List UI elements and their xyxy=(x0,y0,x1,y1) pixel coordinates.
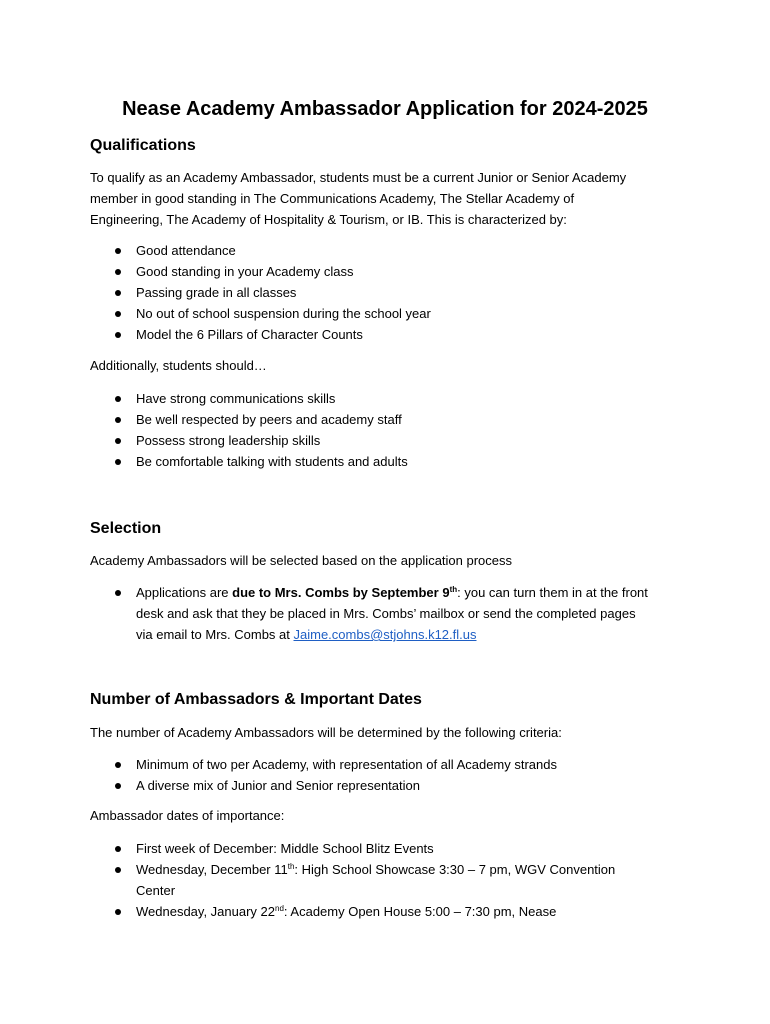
list-item: Be well respected by peers and academy staff xyxy=(90,409,690,430)
list-item: Minimum of two per Academy, with representation of all Academy strands xyxy=(90,754,690,775)
page-title: Nease Academy Ambassador Application for 2024-2025 xyxy=(122,98,648,120)
qualifications-intro-line: Engineering, The Academy of Hospitality & Tourism, or IB. This is characterized by: xyxy=(90,211,567,227)
list-item: Model the 6 Pillars of Character Counts xyxy=(90,324,690,345)
list-item xyxy=(90,582,690,645)
qualifications-list xyxy=(90,240,690,345)
list-item: Good standing in your Academy class xyxy=(90,261,690,282)
list-item: A diverse mix of Junior and Senior representation xyxy=(90,775,690,796)
selection-item-line: via email to Mrs. Combs at Jaime.combs@stjohns.k12.fl.us xyxy=(136,627,477,642)
list-item: Good attendance xyxy=(90,240,690,261)
deadline-text: due to Mrs. Combs by September 9th xyxy=(232,585,458,600)
additional-list xyxy=(90,388,690,472)
list-item: Passing grade in all classes xyxy=(90,282,690,303)
selection-heading: Selection xyxy=(90,520,162,537)
list-item: First week of December: Middle School Blitz Events xyxy=(90,838,690,859)
selection-item-rest: : you can turn them in at the front xyxy=(457,585,648,600)
list-item: No out of school suspension during the school year xyxy=(90,303,690,324)
selection-item-line: desk and ask that they be placed in Mrs. Combs’ mailbox or send the completed pages xyxy=(136,606,636,621)
selection-intro: Academy Ambassadors will be selected based on the application process xyxy=(90,553,513,568)
date-line: Wednesday, December 11th: High School Showcase 3:30 – 7 pm, WGV Convention xyxy=(136,862,616,877)
list-item: Wednesday, January 22nd: Academy Open House 5:00 – 7:30 pm, Nease xyxy=(90,901,690,922)
email-link[interactable]: Jaime.combs@stjohns.k12.fl.us xyxy=(293,627,477,642)
selection-item-prefix: Applications are xyxy=(136,585,233,600)
qualifications-heading: Qualifications xyxy=(90,137,196,154)
list-item: Have strong communications skills xyxy=(90,388,690,409)
qualifications-intro-line: To qualify as an Academy Ambassador, students must be a current Junior or Senior Academy xyxy=(90,170,627,185)
date-line: Center xyxy=(136,883,176,898)
ambassadors-intro: The number of Academy Ambassadors will be determined by the following criteria: xyxy=(90,725,562,740)
dates-list xyxy=(90,838,690,922)
list-item: Possess strong leadership skills xyxy=(90,430,690,451)
list-item xyxy=(90,859,690,901)
ambassadors-heading: Number of Ambassadors & Important Dates xyxy=(90,691,422,708)
qualifications-intro-line: member in good standing in The Communications Academy, The Stellar Academy of xyxy=(90,190,575,206)
selection-list xyxy=(90,582,690,645)
additional-intro: Additionally, students should… xyxy=(90,358,267,373)
list-item: Be comfortable talking with students and adults xyxy=(90,451,690,472)
dates-intro: Ambassador dates of importance: xyxy=(90,808,285,823)
criteria-list xyxy=(90,754,690,796)
selection-item-line xyxy=(136,582,690,603)
qualifications-intro xyxy=(90,168,690,230)
